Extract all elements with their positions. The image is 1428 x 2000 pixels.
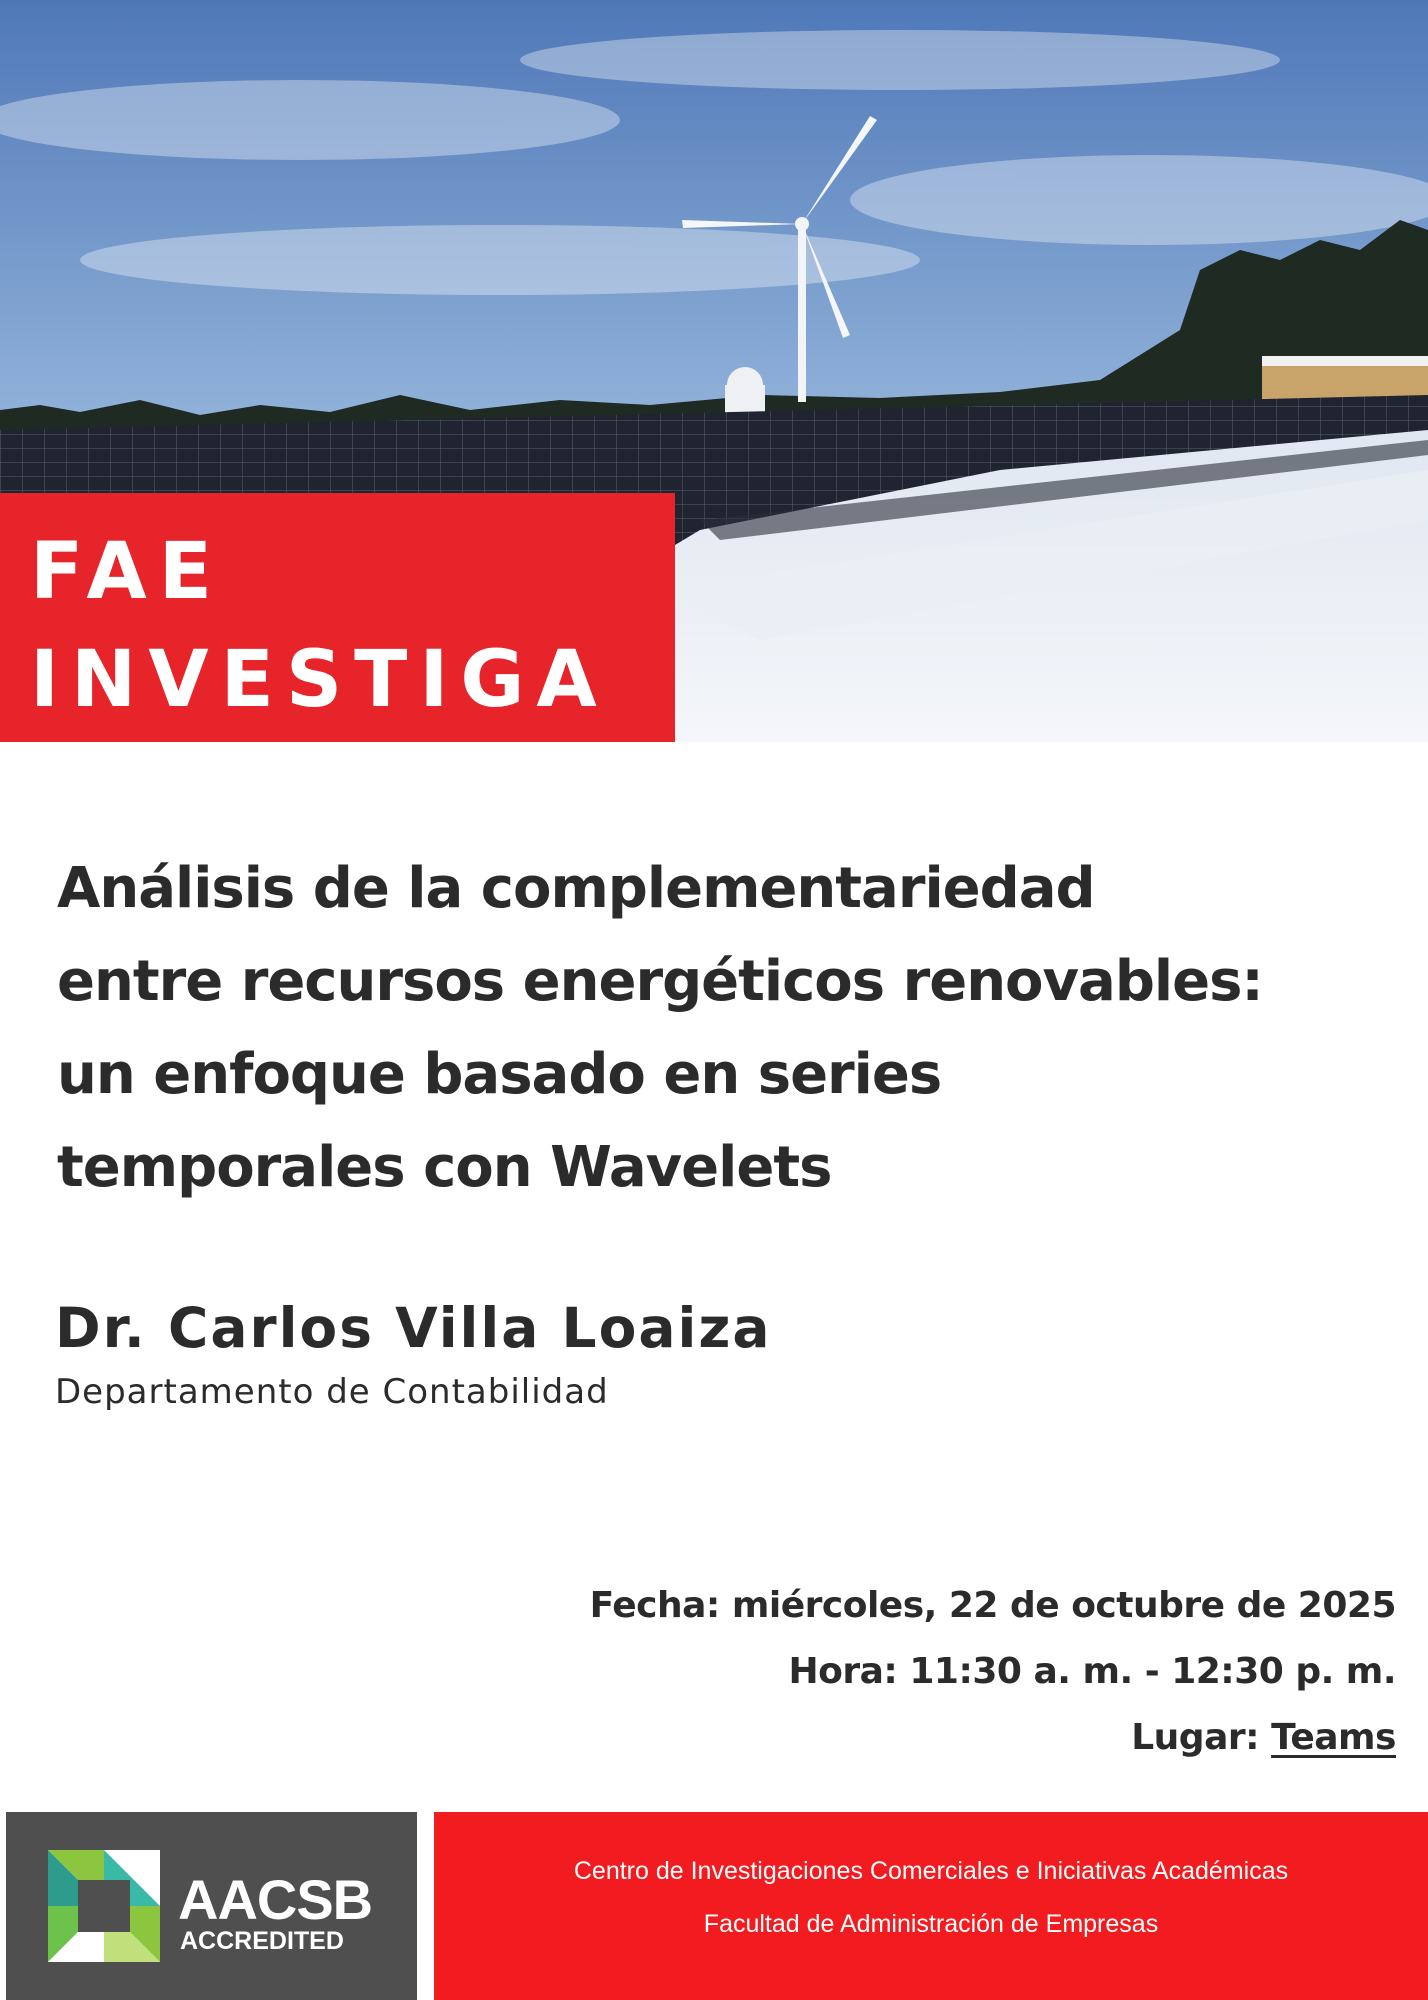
place-row — [590, 1705, 1396, 1771]
date-label: Fecha: — [589, 1585, 720, 1626]
speaker-department: Departamento de Contabilidad — [55, 1372, 609, 1412]
talk-title-line: un enfoque basado en series — [57, 1042, 942, 1107]
time-value: 11:30 a. m. - 12:30 p. m. — [909, 1651, 1396, 1692]
footer-line-faculty: Facultad de Administración de Empresas — [703, 1910, 1159, 1938]
talk-title-line: Análisis de la complementariedad — [57, 856, 1095, 921]
footer-institution — [434, 1812, 1428, 2000]
time-label: Hora: — [788, 1651, 898, 1692]
aacsb-accredited: ACCREDITED — [180, 1927, 344, 1955]
talk-title-line: temporales con Wavelets — [57, 1135, 832, 1200]
speaker-name: Dr. Carlos Villa Loaiza — [55, 1296, 772, 1360]
banner-line-2: INVESTIGA — [30, 635, 609, 725]
talk-title — [57, 842, 1397, 1214]
aacsb-logo-icon — [48, 1850, 160, 1962]
talk-title-line: entre recursos energéticos renovables: — [57, 949, 1263, 1014]
aacsb-badge — [6, 1812, 417, 2000]
time-row — [590, 1639, 1396, 1705]
footer-line-center: Centro de Investigaciones Comerciales e Iniciativas Académicas — [573, 1857, 1289, 1885]
teams-link[interactable]: Teams — [1271, 1717, 1396, 1758]
fae-investiga-banner — [0, 493, 675, 742]
aacsb-wordmark: AACSB — [178, 1868, 373, 1931]
hero-photo — [0, 0, 1428, 742]
date-value: miércoles, 22 de octubre de 2025 — [731, 1585, 1396, 1626]
date-row — [590, 1573, 1396, 1639]
place-label: Lugar: — [1131, 1717, 1260, 1758]
banner-line-1: FAE — [30, 527, 224, 617]
event-details — [590, 1573, 1396, 1771]
